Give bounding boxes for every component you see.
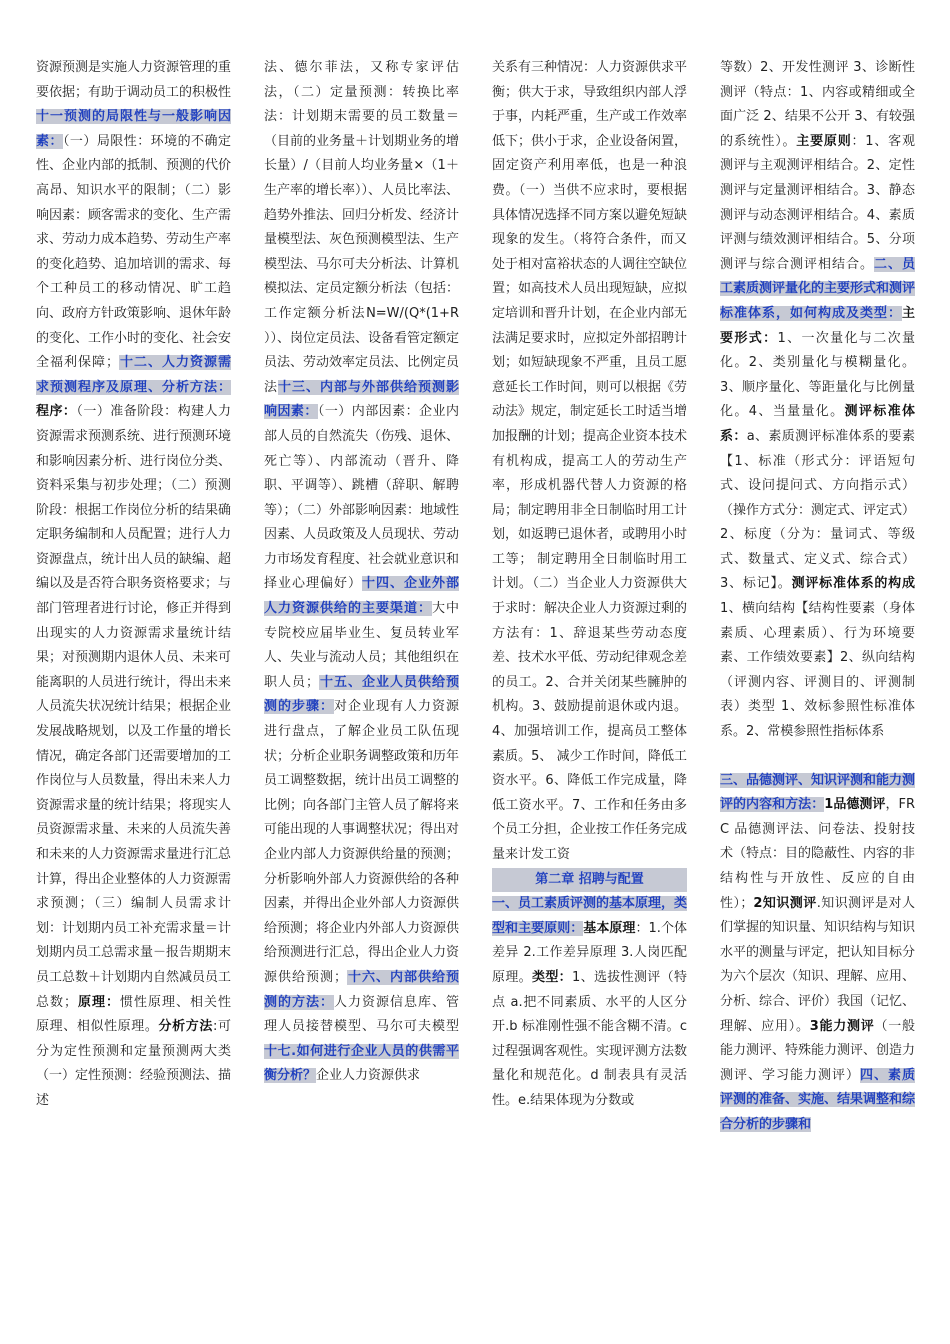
bold-term: 3能力测评 xyxy=(809,1018,875,1034)
bold-term: 1品德测评 xyxy=(824,797,886,813)
body-text: 企业人力资源供求 xyxy=(316,1068,421,1084)
text-column-4 xyxy=(720,56,915,1326)
bold-term: 类型： xyxy=(532,969,573,985)
body-text: .知识测评是对人们掌握的知识量、知识结构与知识水平的测量与评定，把认知目标分为六个层次（知识、理解、应用、分析、综合、评价）我国（记忆、理解、应用）。 xyxy=(720,895,915,1034)
section-heading: 十二、人力资源需求预测程序及原理、分析方法： xyxy=(36,355,231,395)
document-page xyxy=(36,56,916,1326)
text-column-2 xyxy=(264,56,459,1326)
blank-line xyxy=(720,745,915,769)
body-text: （一）准备阶段：构建人力资源需求预测系统、进行预测环境和影响因素分析、进行岗位分类、资料采集与初步处理；（二）预测阶段：根据工作岗位分析的结果确定职务编制和人员配置；进行人力资源盘点，统计出人员的缺编、超编以及是否符合职务资格要求；与部门管理者进行讨论，修正并得到出现实的人力资源需求量统计结果；对预测期内退休人员、未来可能离职的人员进行统计，得出未来人员流失状况统计结果；根据企业发展战略规划，以及工作量的增长情况，确定各部门还需要增加的工作岗位与人员数量，得出未来人力资源需求量的统计结果；将现实人员资源需求量、未来的人员流失善和未来的人力资源需求量进行汇总计算，得出企业整体的人力资源需求预测；（三）编制人员需求计划：计划期内员工补充需求量＝计划期内员工总需求量－报告期期末员工总数＋计划期内自然减员员工总数； xyxy=(36,404,231,1010)
bold-term: 2知识测评 xyxy=(753,895,817,911)
body-text: 1、一次量化与二次量化。2、类别量化与模糊量化。3、顺序量化、等距量化与比例量化。4、当量量化。 xyxy=(720,330,915,420)
body-text: （一般能力测评、特殊能力测评、创造力测评、学习能力测评） xyxy=(720,1018,915,1083)
body-text: 惯性原理、相关性原理、相似性原理。 xyxy=(36,994,231,1035)
bold-term: 测评标准体系的构成 xyxy=(791,576,915,592)
body-text: 资源预测是实施人力资源管理的重要依据；有助于调动员工的积极性 xyxy=(36,60,231,100)
section-heading: 三、品德测评、知识评测和能力测评的内容和方法： xyxy=(720,772,915,813)
body-text: ，FRC 品德测评法、问卷法、投射技术（特点：目的隐蔽性、内容的非结构性与开放性、反应的自由性）； xyxy=(720,797,915,911)
body-text: a、素质测评标准体系的要素【1、标准（形式分：评语短句式、设问提问式、方向指示式）（操作方式分：测定式、评定式）2、标度（分为：量词式、等级式、数量式、定义式、综合式）3、标记】。 xyxy=(720,428,915,592)
body-text: 1、选拔性测评（特点 a.把不同素质、水平的人区分开.b 标准刚性强不能含糊不清。c 过程强调客观性。实现评测方法数量化和规范化。d 制表具有灵活性。e.结果体现为分数或 xyxy=(492,969,687,1108)
body-text: :可分为定性预测和定量预测两大类（一）定性预测：经验预测法、描述 xyxy=(36,1019,231,1108)
bold-term: 基本原理 xyxy=(583,920,636,936)
chapter-title: 第二章 招聘与配置 xyxy=(492,868,687,893)
text-column-3 xyxy=(492,56,687,1326)
section-heading: 十三、内部与外部供给预测影响因素： xyxy=(264,379,459,420)
text-column-1 xyxy=(36,56,231,1326)
section-heading: 十七.如何进行企业人员的供需平衡分析？ xyxy=(264,1043,459,1084)
body-text: 人力资源信息库、管理人员接替模型、马尔可夫模型 xyxy=(264,994,459,1035)
body-text: 大中专院校应届毕业生、复员转业军人、失业与流动人员；其他组织在职人员； xyxy=(264,601,459,690)
body-text: 关系有三种情况：人力资源供求平衡；供大于求，导致组织内部人浮于事，内耗严重，生产或工作效率低下；供小于求，企业设备闲置，固定资产利用率低，也是一种浪费。（一）当供不应求时，要根据具体情况选择不同方案以避免短缺现象的发生。（将符合条件，而又处于相对富裕状态的人调往空缺位置；如高技术人员出现短缺，应拟定培训和晋升计划，在企业内部无法满足要求时，应拟定外部招聘计划；如短缺现象不严重，且员工愿意延长工作时间，则可以根据《劳动法》规定，制定延长工时适当增加报酬的计划；提高企业资本技术有机构成，提高工人的劳动生产率，形成机器代替人力资源的格局；制定聘用非全日制临时用工计划，如返聘已退休者，或聘用小时工等； 制定聘用全日制临时用工计划。（二）当企业人力资源供大于求时：解决企业人力资源过剩的方法有：1、辞退某些劳动态度差、技术水平低、劳动纪律观念差的员工。2、合并关闭某些臃肿的机构。3、鼓励提前退休或内退。4、加强培训工作，提高员工整体素质。5、 减少工作时间，降低工资水平。6、降低工作完成量，降低工资水平。7、工作和任务由多个员工分担，企业按工作任务完成量来计发工资 xyxy=(492,60,687,862)
body-text: 对企业现有人力资源进行盘点，了解企业员工队伍现状；分析企业职务调整政策和历年员工调整数据，统计出员工调整的比例；向各部门主管人员了解将来可能出现的人事调整状况；得出对企业内部人力资源供给量的预测；分析影响外部人力资源供给的各种因素，并得出企业外部人力资源供给预测；将企业内外部人力资源供给预测进行汇总，得出企业人力资源供给预测； xyxy=(264,699,459,985)
bold-term: 原理： xyxy=(77,994,120,1010)
body-text: ：1、客观测评与主观测评相结合。2、定性测评与定量测评相结合。3、静态测评与动态测评相结合。4、素质评测与绩效测评相结合。5、分项测评与综合测评相结合。 xyxy=(720,133,915,272)
section-heading: 十四、企业外部人力资源供给的主要渠道： xyxy=(264,576,459,617)
bold-term: 主要形式： xyxy=(720,305,915,346)
section-heading: 一、员工素质评测的基本原理，类型和主要原则： xyxy=(492,896,687,936)
bold-term: 程序： xyxy=(36,404,77,420)
body-text: 等数）2、开发性测评 3、诊断性测评（特点：1、内容或精细或全面广泛 2、结果不公开 3、有较强的系统性）。 xyxy=(720,60,915,149)
body-text: ：1.个体差异 2.工作差异原理 3.人岗匹配原理。 xyxy=(492,920,687,985)
body-text: 1、横向结构【结构性要素（身体素质、心理素质）、行为环境要素、工作绩效要素】2、纵向结构（评测内容、评测目的、评测制表）类型 1、效标参照性标准体系。2、常模参照性指标体系 xyxy=(720,601,915,740)
bold-term: 分析方法 xyxy=(158,1019,213,1035)
section-heading: 十一预测的局限性与一般影响因素： xyxy=(36,109,231,149)
section-heading: 十六、内部供给预测的方法： xyxy=(264,969,459,1010)
body-text: 法、德尔菲法，又称专家评估法，（二）定量预测：转换比率法：计划期末需要的员工数量＝（目前的业务量＋计划期业务的增长量）/（目前人均业务量×（1＋生产率的增长率））、人员比率法、趋势外推法、回归分析发、经济计量模型法、灰色预测模型法、生产模型法、马尔可夫分析法、计算机模拟法、定员定额分析法（包括：工作定额分析法N=W/(Q*(1+R ））、岗位定员法、设备看管定额定员法、劳动效率定员法、比例定员法 xyxy=(264,60,459,395)
bold-term: 测评标准体系： xyxy=(720,404,915,444)
section-heading: 四、素质评测的准备、实施、结果调整和综合分析的步骤和 xyxy=(720,1067,915,1132)
section-heading: 十五、企业人员供给预测的步骤： xyxy=(264,674,459,715)
body-text: （一）内部因素：企业内部人员的自然流失（伤残、退休、死亡等）、内部流动（晋升、降职、平调等）、跳槽（辞职、解聘等）；（二）外部影响因素：地域性因素、人员政策及人员现状、劳动力市场发育程度、社会就业意识和择业心理偏好） xyxy=(264,404,459,592)
section-heading: 二、员工素质测评量化的主要形式和测评标准体系，如何构成及类型： xyxy=(720,256,915,321)
bold-term: 主要原则 xyxy=(796,133,852,149)
body-text: （一）局限性：环境的不确定性、企业内部的抵制、预测的代价高昂、知识水平的限制；（二）影响因素：顾客需求的变化、生产需求、劳动力成本趋势、劳动生产率的变化趋势、追加培训的需求、每个工种员工的移动情况、旷工趋向、政府方针政策影响、退休年龄的变化、工作小时的变化、社会安全福利保障； xyxy=(36,133,231,371)
